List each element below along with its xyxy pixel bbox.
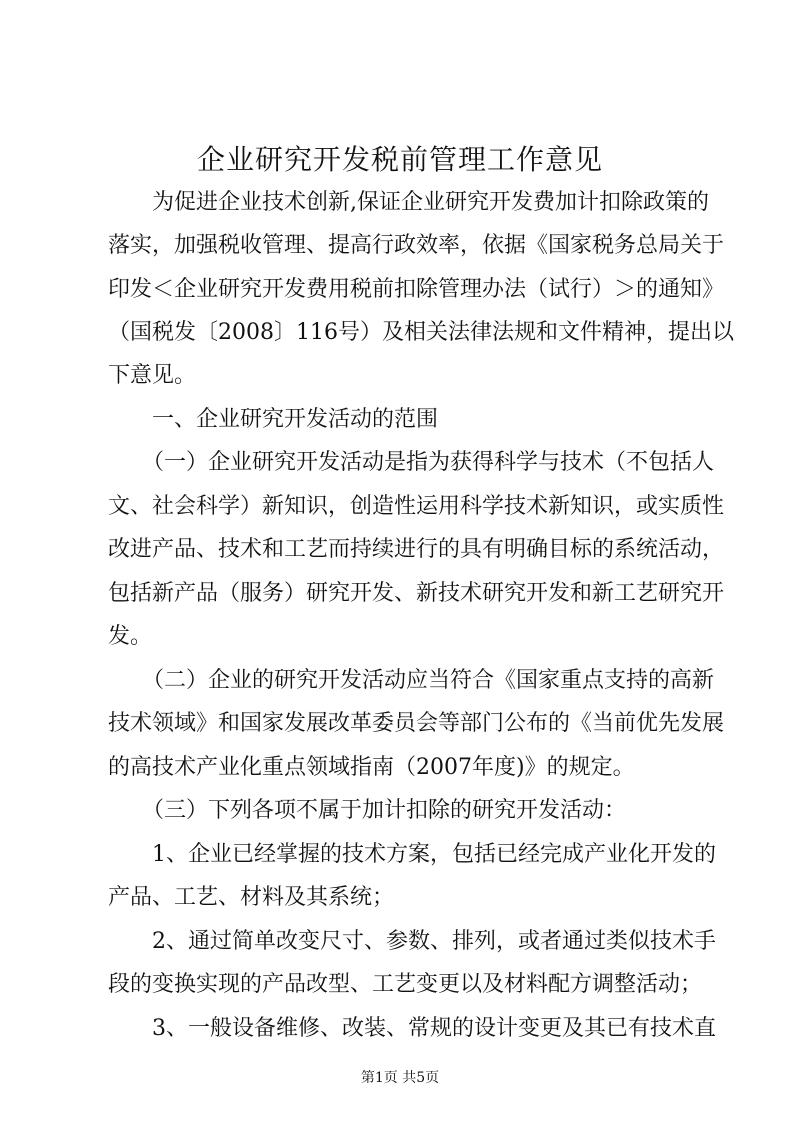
body-line: 发。 xyxy=(108,624,153,649)
body-line: 落实，加强税收管理、提高行政效率，依据《国家税务总局关于 xyxy=(108,233,725,258)
list-item: 3、一般设备维修、改装、常规的设计变更及其已有技术直 xyxy=(152,1016,716,1041)
page-number: 第1页 共5页 xyxy=(360,1070,440,1086)
body-line: （一）企业研究开发活动是指为获得科学与技术（不包括人 xyxy=(142,450,715,475)
section-heading: 一、企业研究开发活动的范围 xyxy=(152,407,439,432)
body-line: （二）企业的研究开发活动应当符合《国家重点支持的高新 xyxy=(142,668,715,693)
list-item: 1、企业已经掌握的技术方案，包括已经完成产业化开发的 xyxy=(152,842,716,867)
body-line: 改进产品、技术和工艺而持续进行的具有明确目标的系统活动， xyxy=(108,537,725,562)
body-line: （三）下列各项不属于加计扣除的研究开发活动： xyxy=(142,798,627,823)
body-line: 技术领域》和国家发展改革委员会等部门公布的《当前优先发展 xyxy=(108,711,725,736)
body-line: （国税发〔2008〕116号）及相关法律法规和文件精神，提出以 xyxy=(108,320,734,345)
body-line: 包括新产品（服务）研究开发、新技术研究开发和新工艺研究开 xyxy=(108,581,725,606)
document-title: 企业研究开发税前管理工作意见 xyxy=(196,143,603,176)
body-line: 下意见。 xyxy=(108,363,197,388)
list-item: 产品、工艺、材料及其系统； xyxy=(108,885,395,910)
body-line: 文、社会科学）新知识，创造性运用科学技术新知识，或实质性 xyxy=(108,494,725,519)
body-line: 为促进企业技术创新,保证企业研究开发费加计扣除政策的 xyxy=(152,190,709,215)
list-item: 2、通过简单改变尺寸、参数、排列，或者通过类似技术手 xyxy=(152,929,716,954)
body-line: 印发＜企业研究开发费用税前扣除管理办法（试行）＞的通知》 xyxy=(108,277,725,302)
body-line: 的高技术产业化重点领域指南（2007年度)》的规定。 xyxy=(108,755,635,780)
list-item: 段的变换实现的产品改型、工艺变更以及材料配方调整活动； xyxy=(108,972,703,997)
